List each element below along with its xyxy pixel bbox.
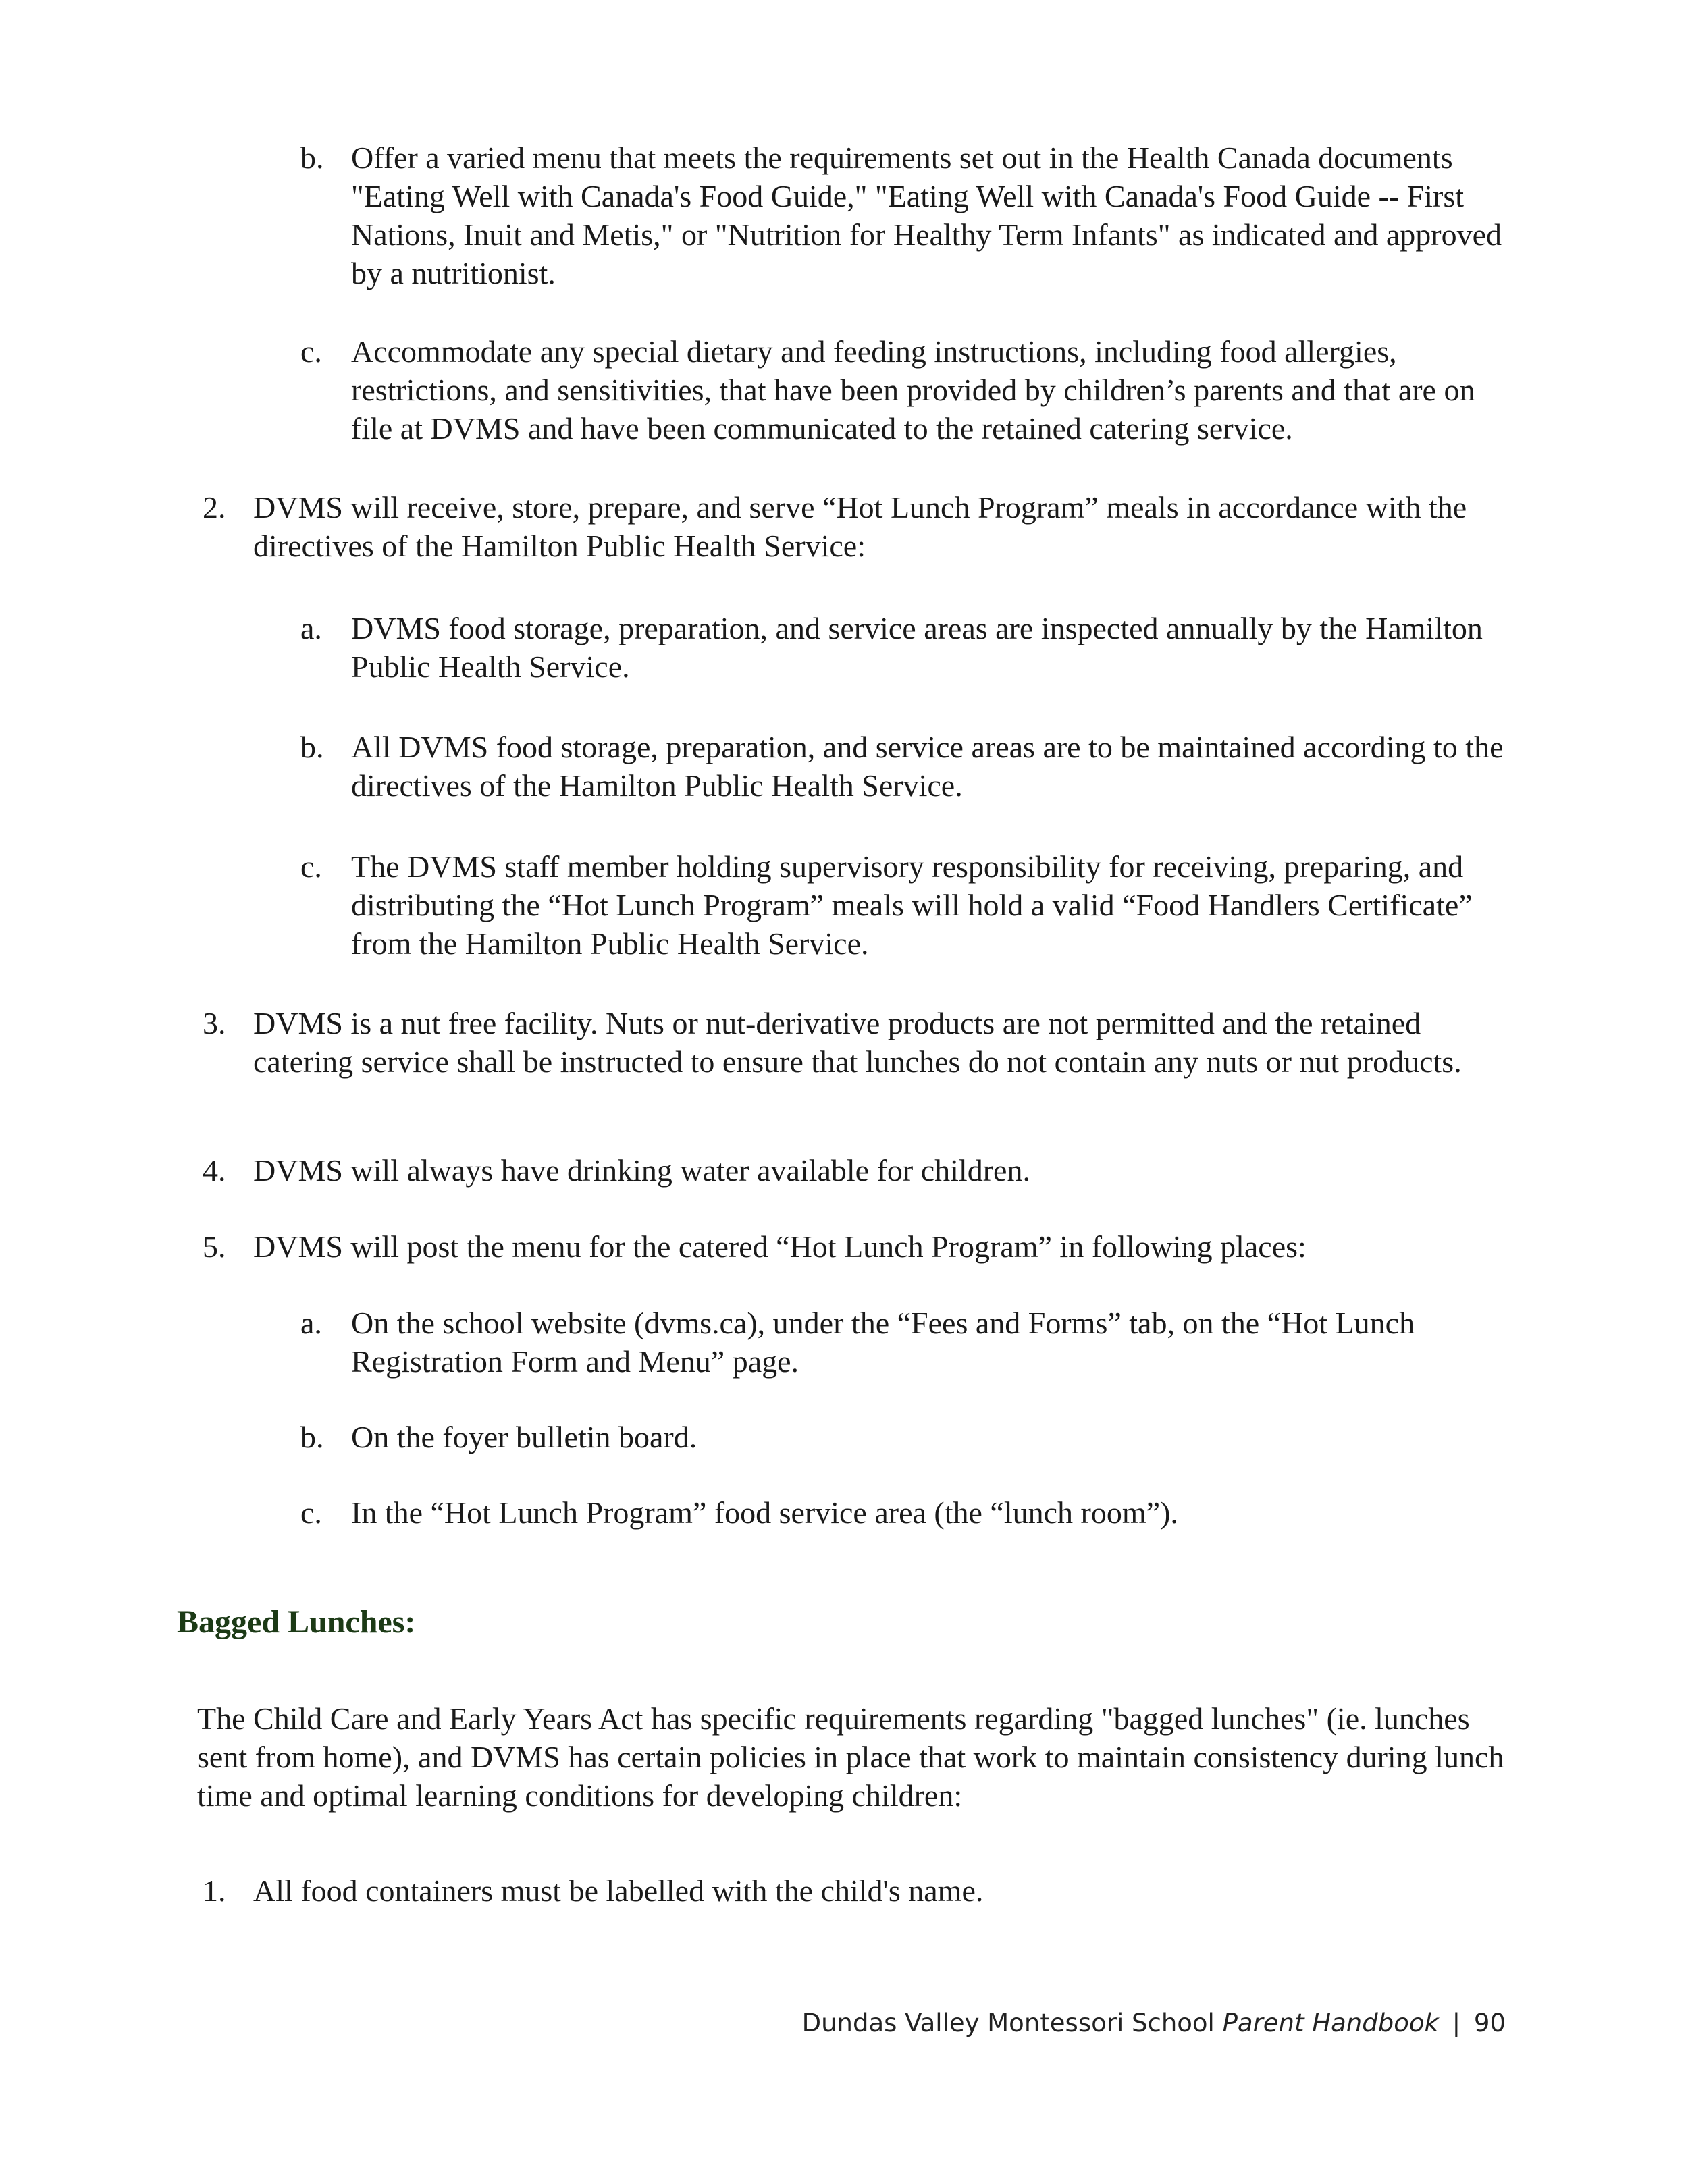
list-item-text: In the “Hot Lunch Program” food service area (the “lunch room”). [351,1495,1178,1530]
list-marker: 4. [203,1153,226,1188]
list-marker: 5. [203,1229,226,1264]
list-marker: c. [300,334,322,369]
list-marker: a. [300,611,322,645]
list-marker: b. [300,1420,324,1454]
list-item [203,1871,1526,1910]
list-marker: b. [300,730,324,764]
list-marker: a. [300,1306,322,1340]
footer-school-name: Dundas Valley Montessori School [801,2008,1215,2037]
list-item-text: Accommodate any special dietary and feeding instructions, including food allergies, restrictions, and sensitivities, that have been provided by children’s parents and that are on file at DVMS and have been communicated to the retained catering service. [351,334,1475,446]
list-item [300,609,1523,686]
list-item [203,488,1526,565]
list-item-text: On the school website (dvms.ca), under the “Fees and Forms” tab, on the “Hot Lunch Registration Form and Menu” page. [351,1306,1415,1379]
list-marker: c. [300,1495,322,1530]
list-item-text: All food containers must be labelled with the child's name. [253,1873,984,1908]
list-item [300,847,1523,963]
list-item-text: DVMS will receive, store, prepare, and serve “Hot Lunch Program” meals in accordance with the directives of the Hamilton Public Health Service: [253,490,1467,563]
list-item-text: Offer a varied menu that meets the requirements set out in the Health Canada documents "Eating Well with Canada's Food Guide," "Eating Well with Canada's Food Guide -- First Nations, Inuit and Metis," or "Nutrition for Healthy Term Infants" as indicated and approved by a nutritionist. [351,140,1502,290]
section-heading: Bagged Lunches: [177,1604,416,1640]
list-item-text: All DVMS food storage, preparation, and service areas are to be maintained according to the directives of the Hamilton Public Health Service. [351,730,1504,803]
list-item-text: DVMS is a nut free facility. Nuts or nut-derivative products are not permitted and the retained catering service shall be instructed to ensure that lunches do not contain any nuts or nut products. [253,1006,1462,1079]
list-marker: 1. [203,1873,226,1908]
list-item [300,1493,1523,1532]
list-item [203,1151,1526,1190]
list-item [300,1418,1523,1456]
list-item-text: DVMS will post the menu for the catered “Hot Lunch Program” in following places: [253,1229,1307,1264]
list-item [203,1004,1526,1081]
intro-paragraph: The Child Care and Early Years Act has specific requirements regarding "bagged lunches" (ie. lunches sent from home), and DVMS has certain policies in place that work to maintain consistency during lunch time and optimal learning conditions for developing children: [197,1701,1504,1813]
list-item [300,728,1523,805]
list-item-text: DVMS will always have drinking water available for children. [253,1153,1030,1188]
list-marker: b. [300,140,324,175]
list-item-text: DVMS food storage, preparation, and service areas are inspected annually by the Hamilton Public Health Service. [351,611,1483,684]
list-item [300,138,1523,292]
list-marker: c. [300,849,322,884]
footer-document-title: Parent Handbook [1222,2008,1439,2037]
list-item-text: On the foyer bulletin board. [351,1420,697,1454]
footer-separator: | [1452,2008,1461,2037]
page-number: 90 [1473,2008,1506,2037]
list-item [300,1304,1523,1381]
list-item-text: The DVMS staff member holding supervisory responsibility for receiving, preparing, and distributing the “Hot Lunch Program” meals will hold a valid “Food Handlers Certificate” from the Hamilton Public Health Service. [351,849,1473,961]
list-marker: 3. [203,1006,226,1040]
list-item [203,1227,1526,1266]
page-footer [802,2008,1506,2037]
list-item [300,332,1523,448]
list-marker: 2. [203,490,226,525]
